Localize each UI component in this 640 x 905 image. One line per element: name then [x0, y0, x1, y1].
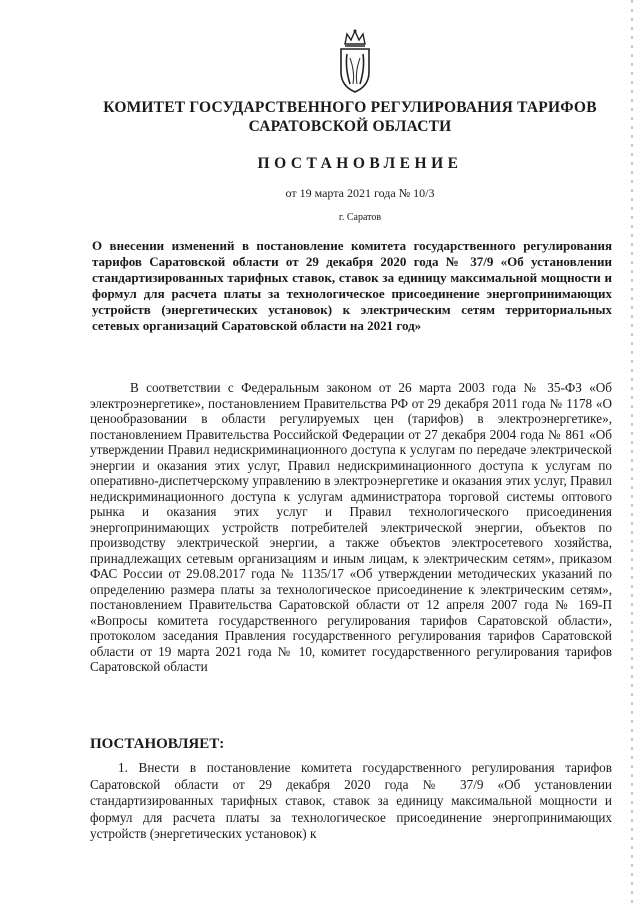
document-date-number: от 19 марта 2021 года № 10/3: [285, 186, 435, 200]
organization-name-line-1: КОМИТЕТ ГОСУДАРСТВЕННОГО РЕГУЛИРОВАНИЯ ТАРИФОВ: [103, 99, 597, 116]
document-subject: О внесении изменений в постановление комитета государственного регулирования тарифов Саратовской области от 29 декабря 2020 года № 37/9 «Об установлении стандартизированных тарифных ставок, ставок за единицу максимальной мощности и формул для расчета платы за технологическое присоединение энергопринимающих устройств (энергетических установок) к электрическим сетям территориальных сетевых организаций Саратовской области на 2021 год»: [92, 238, 612, 333]
decree-word: ПОСТАНОВЛЯЕТ:: [90, 736, 225, 752]
organization-name-line-2: САРАТОВСКОЙ ОБЛАСТИ: [248, 118, 452, 135]
coat-of-arms-emblem-icon: [336, 28, 374, 94]
preamble-paragraph: В соответствии с Федеральным законом от 26 марта 2003 года № 35-ФЗ «Об электроэнергетике», постановлением Правительства РФ от 29 декабря 2011 года № 1178 «О ценообразовании в области регулируемых цен (тарифов) в электроэнергетике», постановлением Правительства Российской Федерации от 27 декабря 2004 года № 861 «Об утверждении Правил недискриминационного доступа к услугам по передаче электрической энергии и оказания этих услуг, Правил недискриминационного доступа к услугам по оперативно-диспетчерскому управлению в электроэнергетике и оказания этих услуг, Правил недискриминационного доступа к услугам администратора торговой системы оптового рынка и оказания этих услуг и Правил технологического присоединения энергопринимающих устройств потребителей электрической энергии, объектов по производству электрической энергии, а также объектов электросетевого хозяйства, принадлежащих сетевым организациям и иным лицам, к электрическим сетям», приказом ФАС России от 29.08.2017 года № 1135/17 «Об утверждении методических указаний по определению размера платы за технологическое присоединение к электрическим сетям», постановлением Правительства Саратовской области от 12 апреля 2007 года № 169-П «Вопросы комитета государственного регулирования тарифов Саратовской области», протоколом заседания Правления государственного регулирования тарифов Саратовской области от 19 марта 2021 года № 10, комитет государственного регулирования тарифов Саратовской области: [90, 380, 612, 674]
document-type-title: ПОСТАНОВЛЕНИЕ: [257, 155, 463, 172]
document-body: [90, 380, 612, 675]
document-city: г. Саратов: [338, 212, 382, 223]
scan-edge-shadow: [610, 0, 640, 905]
decree-item-1: 1. Внести в постановление комитета государственного регулирования тарифов Саратовской области от 29 декабря 2020 года № 37/9 «Об установлении стандартизированных тарифных ставок, ставок за единицу максимальной мощности и формул для расчета платы за технологическое присоединение энергопринимающих устройств (энергетических установок) к: [90, 760, 612, 841]
